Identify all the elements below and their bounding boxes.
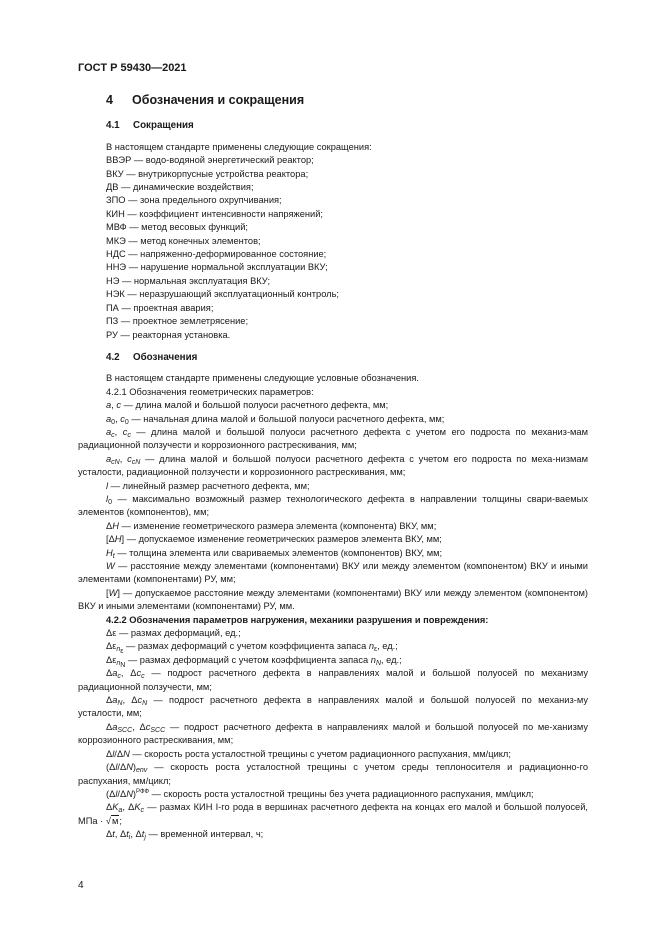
list-item: РУ — реакторная установка. (106, 329, 231, 340)
definition-item: Δt, $\Delta t_i$, $\Delta t_j$ — временной интервал, ч; (106, 829, 264, 842)
section-number: 4 (106, 93, 113, 107)
list-item: ВВЭР — водо-водяной энергетический реактор; (106, 155, 314, 166)
definition-item: $\Delta a_c$, $\Delta c_c$ — подрост расчетного дефекта в направлениях малой и большой полуосей по механизму радиационной ползучести, мм; (78, 668, 588, 692)
definition-item: Δε — размах деформаций, ед.; (106, 628, 241, 639)
subsection-number: 4.2 (106, 351, 120, 363)
list-item: НЭ — нормальная эксплуатация ВКУ; (106, 275, 271, 286)
definition-item: $H_t$ — толщина элемента или свариваемых элементов (компонентов) ВКУ, мм; (106, 547, 443, 560)
list-item: ННЭ — нарушение нормальной эксплуатации ВКУ; (106, 262, 328, 273)
definition-item: a, c — длина малой и большой полуоси расчетного дефекта, мм; (106, 400, 389, 411)
document-header: ГОСТ Р 59430—2021 (78, 62, 187, 74)
list-item: МКЭ — метод конечных элементов; (106, 235, 261, 246)
loading-params-heading: 4.2.2 Обозначения параметров нагружения, механики разрушения и повреждения: (106, 614, 489, 625)
list-item: ПА — проектная авария; (106, 302, 214, 313)
list-item: ВКУ — внутрикорпусные устройства реактора; (106, 168, 309, 179)
section-title: Обозначения и сокращения (132, 93, 305, 107)
subsection-title: Обозначения (133, 351, 198, 363)
geometric-params-heading: 4.2.1 Обозначения геометрических параметров: (106, 386, 314, 397)
list-item: ДВ — динамические воздействия; (106, 182, 254, 193)
definition-item: $(\Delta l/\Delta N)^{РФФ}$ — скорость роста усталостной трещины без учета радиационного распухания, мм/цикл; (106, 788, 534, 799)
section-heading (106, 94, 588, 107)
definition-item: $l_0$ — максимально возможный размер технологического дефекта в направлении толщины свари-ваемых элементов (компонентов), мм; (78, 493, 588, 518)
list-item: ЗПО — зона предельного охрупчивания; (106, 195, 282, 206)
list-item: НЭК — неразрушающий эксплуатационный контроль; (106, 289, 340, 300)
definition-item: $\Delta\varepsilon_{n_N}$ — размах деформаций с учетом коэффициента запаса $n_N$, ед.; (106, 654, 402, 669)
list-item: ПЗ — проектное землетрясение; (106, 316, 249, 327)
definition-item: $a_0$, $c_0$ — начальная длина малой и большой полуоси расчетного дефекта, мм; (106, 413, 445, 426)
list-item: КИН — коэффициент интенсивности напряжений; (106, 208, 324, 219)
definition-item: $(\Delta l/\Delta N)_{env}$ — скорость роста усталостной трещины с учетом среды теплоносителя и радиационно-го распухания, мм/цикл; (78, 762, 588, 786)
page-number: 4 (78, 880, 84, 891)
subsection-title: Сокращения (133, 120, 194, 132)
definition-item: [W] — допускаемое расстояние между элементами (компонентами) ВКУ или между элементом (компонентом) ВКУ и иными элементами (компонентами) РУ, мм. (78, 587, 588, 612)
definition-item: W — расстояние между элементами (компонентами) ВКУ или между элементом (компонентом) ВКУ и иными элементами (компонентами) РУ, мм; (78, 561, 588, 585)
list-item: МВФ — метод весовых функций; (106, 222, 249, 233)
definition-item: ΔH — изменение геометрического размера элемента (компонента) ВКУ, мм; (106, 520, 437, 531)
definition-item: [ΔH] — допускаемое изменение геометрических размеров элемента ВКУ, мм; (106, 534, 442, 545)
definition-item: l — линейный размер расчетного дефекта, мм; (106, 480, 310, 491)
abbreviation-list (78, 154, 588, 342)
definition-item: Δl/ΔN — скорость роста усталостной трещины с учетом радиационного распухания, мм/цикл; (106, 748, 511, 759)
definition-item: $\Delta\varepsilon_{n_\varepsilon}$ — размах деформаций с учетом коэффициента запаса $n_\varepsilon$, ед.; (106, 641, 398, 656)
symbols-intro: В настоящем стандарте применены следующие условные обозначения. (106, 373, 419, 384)
list-item: НДС — напряженно-деформированное состояние; (106, 249, 327, 260)
subsection-number: 4.1 (106, 120, 120, 132)
definition-item: $\Delta K_a$, $\Delta K_c$ — размах КИН I-го рода в вершинах расчетного дефекта на концах его малой и большой полуосей, МПа · √м; (78, 802, 588, 826)
abbr-intro: В настоящем стандарте применены следующие сокращения: (106, 141, 372, 152)
page-content (78, 90, 588, 842)
subsection-heading-symbols (106, 351, 588, 364)
definition-item: $a_{cN}$, $c_{cN}$ — длина малой и большой полуоси расчетного дефекта с учетом его подроста по меха-низмам усталости, радиационной ползучести и коррозионного растрескивания, мм; (78, 453, 588, 478)
definition-item: $\Delta a_N$, $\Delta c_N$ — подрост расчетного дефекта в направлениях малой и большой полуосей по механиз-му усталости, мм; (78, 695, 588, 719)
definition-item: $a_c$, $c_c$ — длина малой и большой полуоси расчетного дефекта с учетом его подроста по механиз-мам радиационной ползучести и коррозионного растрескивания, мм; (78, 426, 588, 451)
definition-item: $\Delta a_{SCC}$, $\Delta c_{SCC}$ — подрост расчетного дефекта в направлениях малой и большой полуосей по ме-ханизму коррозионного растрескивания, мм; (78, 721, 588, 746)
subsection-heading-abbr (106, 119, 588, 132)
